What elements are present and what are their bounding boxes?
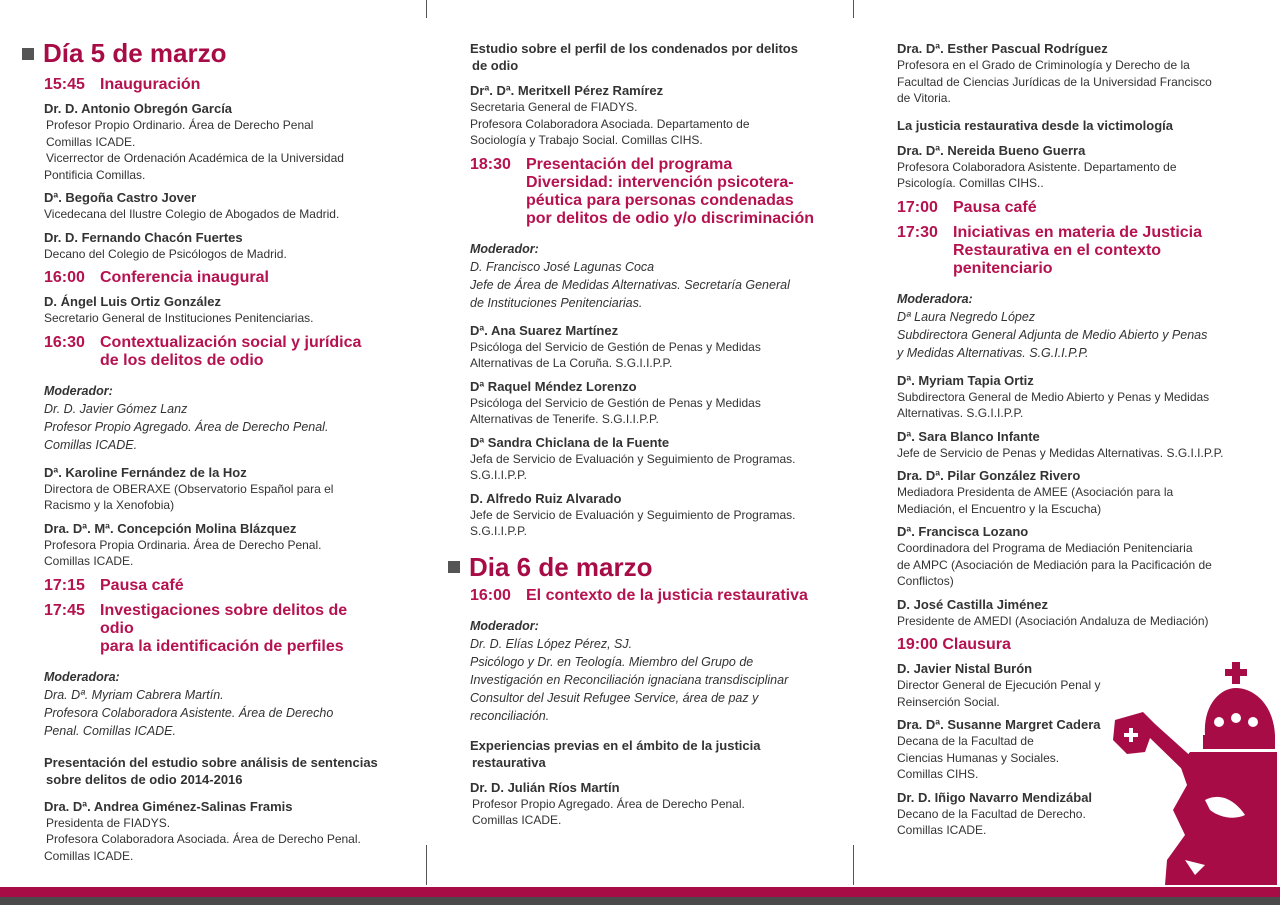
moderator-label: Moderador: bbox=[470, 618, 539, 633]
event-presentacion-programa: 18:30 Presentación del programa Diversidad: intervención psicotera- péutica para personas condenadas por delitos de odio y/o discriminación bbox=[470, 155, 815, 227]
square-bullet-icon bbox=[448, 561, 460, 573]
moderator-label: Moderador: bbox=[470, 241, 539, 256]
speaker-name: D. José Castilla Jiménez bbox=[897, 596, 1049, 612]
session-heading: Experiencias previas en el ámbito de la justicia bbox=[470, 737, 761, 753]
fold-line-bottom-left bbox=[426, 845, 427, 885]
program-column-1: Día 5 de marzo 15:45 Inauguración Dr. D. Antonio Obregón García Profesor Propio Ordinario. Área de Derecho Penal Comillas ICADE. Vicerrector de Ordenación Académica de la Universidad Pontificia Comillas. Dª. Begoña Castro Jover Vicedecana del Ilustre Colegio de Abogados de Madrid. Dr. D. Fernando Chacón Fuertes Decano del Colegio de Psicólogos de Madrid. 16:00 Conferencia inaugural D. Ángel Luis Ortiz González Secretario General de Instituciones Penitenciarias. 16:30 Contextualización social y jurídica de los delitos de odio Moderador: Dr. D. Javier Gómez Lanz Profesor Propio Agregado. Área de Derecho Penal. Comillas ICADE. Dª. Karoline Fernández de la Hoz Directora de OBERAXE (Observatorio Español para el Racismo y la Xenofobia) Dra. Dª. Mª. Concepción Molina Blázquez Profesora Propia Ordinaria. Área de Derecho Penal. Comillas ICADE. 17:15 Pausa café 17:45 Investigaciones sobre delitos de odio para la identificación de perfiles Moderadora: Dra. Dª. Myriam Cabrera Martín. Profesora Colaboradora Asistente. Área de Derecho Penal. Comillas ICADE. Presentación del estudio sobre análisis de sentencias sobre delitos de odio 2014-2016 Dra. Dª. Andrea Giménez-Salinas Framis Presidenta de FIADYS. Profesora Colaboradora Asociada. Área de Derecho Penal. Comillas ICADE. bbox=[44, 38, 384, 864]
event-iniciativas: 17:30 Iniciativas en materia de Justicia Restaurativa en el contexto penitenciario bbox=[897, 223, 1203, 277]
session-heading: Estudio sobre el perfil de los condenados por delitos bbox=[470, 41, 798, 56]
speaker-name: Dª. Francisca Lozano bbox=[897, 524, 1029, 539]
fold-line-top-right bbox=[853, 0, 854, 18]
speaker-name: Dª. Karoline Fernández de la Hoz bbox=[44, 464, 247, 480]
speaker-name: Dra. Dª. Mª. Concepción Molina Blázquez bbox=[44, 520, 297, 536]
moderator-label: Moderadora: bbox=[897, 291, 973, 306]
speaker-name: D. Ángel Luis Ortiz González bbox=[44, 294, 221, 309]
speaker-name: Dª Sandra Chiclana de la Fuente bbox=[470, 434, 670, 450]
event-conferencia: 16:00 Conferencia inaugural bbox=[44, 269, 269, 286]
speaker-name: Dr. D. Iñigo Navarro Mendizábal bbox=[897, 789, 1093, 805]
session-heading: La justicia restaurativa desde la victimología bbox=[897, 117, 1173, 133]
lion-crown-emblem-icon bbox=[1095, 660, 1280, 885]
speaker-name: Dª. Sara Blanco Infante bbox=[897, 428, 1040, 444]
bottom-dark-bar bbox=[0, 897, 1280, 905]
speaker-name: Dª. Ana Suarez Martínez bbox=[470, 322, 619, 338]
speaker-name: D. Alfredo Ruiz Alvarado bbox=[470, 490, 622, 506]
bottom-accent-bar bbox=[0, 887, 1280, 897]
speaker-name: Dª. Begoña Castro Jover bbox=[44, 190, 197, 205]
speaker-name: Dra. Dª. Nereida Bueno Guerra bbox=[897, 142, 1086, 158]
program-column-2: Estudio sobre el perfil de los condenados por delitos de odio Drª. Dª. Meritxell Pérez Ramírez Secretaria General de FIADYS. Profesora Colaboradora Asociada. Departamento de Sociología y Trabajo Social. Comillas CIHS. 18:30 Presentación del programa Diversidad: intervención psicotera- péutica para personas condenadas por delitos de odio y/o discriminación Moderador: D. Francisco José Lagunas Coca Jefe de Área de Medidas Alternativas. Secretaría General de Instituciones Penitenciarias. Dª. Ana Suarez Martínez Psicóloga del Servicio de Gestión de Penas y Medidas Alternativas de La Coruña. S.G.I.I.P.P. Dª Raquel Méndez Lorenzo Psicóloga del Servicio de Gestión de Penas y Medidas Alternativas de Tenerife. S.G.I.I.P.P. Dª Sandra Chiclana de la Fuente Jefa de Servicio de Evaluación y Seguimiento de Programas. S.G.I.I.P.P. D. Alfredo Ruiz Alvarado Jefe de Servicio de Evaluación y Seguimiento de Programas. S.G.I.I.P.P. Dia 6 de marzo 16:00 El contexto de la justicia restaurativa Moderador: Dr. D. Elías López Pérez, SJ. Psicólogo y Dr. en Teología. Miembro del Grupo de Investigación en Reconciliación ignaciana transdisciplinar Consultor del Jesuit Refugee Service, área de paz y reconciliación. Experiencias previas en el ámbito de la justicia restaurativa Dr. D. Julián Ríos Martín Profesor Propio Agregado. Área de Derecho Penal. Comillas ICADE. bbox=[470, 40, 820, 829]
event-clausura: 19:00 Clausura bbox=[897, 636, 1011, 653]
day-heading: Dia 6 de marzo bbox=[448, 552, 820, 583]
speaker-name: Dª Raquel Méndez Lorenzo bbox=[470, 378, 637, 394]
speaker-name: Dr. D. Julián Ríos Martín bbox=[470, 779, 620, 795]
event-pausa-cafe: 17:15 Pausa café bbox=[44, 576, 184, 594]
program-column-3: Dra. Dª. Esther Pascual Rodríguez Profesora en el Grado de Criminología y Derecho de la Facultad de Ciencias Jurídicas de la Universidad Francisco de Vitoria. La justicia restaurativa desde la victimología Dra. Dª. Nereida Bueno Guerra Profesora Colaboradora Asistente. Departamento de Psicología. Comillas CIHS.. 17:00 Pausa café 17:30 Iniciativas en materia de Justicia Restaurativa en el contexto penitenciario Moderadora: Dª Laura Negredo López Subdirectora General Adjunta de Medio Abierto y Penas y Medidas Alternativas. S.G.I.I.P.P. Dª. Myriam Tapia Ortiz Subdirectora General de Medio Abierto y Penas y Medidas Alternativas. S.G.I.I.P.P. Dª. Sara Blanco Infante Jefe de Servicio de Penas y Medidas Alternativas. S.G.I.I.P.P. Dra. Dª. Pilar González Rivero Mediadora Presidenta de AMEE (Asociación para la Mediación, el Encuentro y la Escucha) Dª. Francisca Lozano Coordinadora del Programa de Mediación Penitenciaria de AMPC (Asociación de Mediación para la Pacificación de Conflictos) D. José Castilla Jiménez Presidente de AMEDI (Asociación Andaluza de Mediación) 19:00 Clausura D. Javier Nistal Burón Director General de Ejecución Penal y Reinserción Social. Dra. Dª. Susanne Margret Cadera Decana de la Facultad de Ciencias Humanas y Sociales. Comillas CIHS. Dr. D. Iñigo Navarro Mendizábal Decano de la Facultad de Derecho. Comillas ICADE. bbox=[897, 40, 1242, 839]
event-contextualizacion: 16:30 Contextualización social y jurídica de los delitos de odio bbox=[44, 333, 362, 369]
speaker-name: Dª. Myriam Tapia Ortiz bbox=[897, 372, 1034, 388]
speaker-name: Dra. Dª. Pilar González Rivero bbox=[897, 468, 1081, 483]
speaker-name: Dra. Dª. Esther Pascual Rodríguez bbox=[897, 41, 1108, 56]
day-heading: Día 5 de marzo bbox=[22, 38, 384, 69]
event-contexto-justicia: 16:00 El contexto de la justicia restaurativa bbox=[470, 586, 808, 604]
square-bullet-icon bbox=[22, 48, 34, 60]
speaker-name: Dr. D. Antonio Obregón García bbox=[44, 101, 233, 116]
moderator-label: Moderador: bbox=[44, 383, 113, 398]
speaker-name: Dra. Dª. Andrea Giménez-Salinas Framis bbox=[44, 798, 293, 814]
speaker-name: D. Javier Nistal Burón bbox=[897, 661, 1033, 676]
fold-line-top-left bbox=[426, 0, 427, 18]
event-investigaciones: 17:45 Investigaciones sobre delitos de odio para la identificación de perfiles bbox=[44, 601, 348, 655]
moderator-label: Moderadora: bbox=[44, 669, 120, 684]
event-pausa-cafe: 17:00 Pausa café bbox=[897, 198, 1037, 216]
fold-line-bottom-right bbox=[853, 845, 854, 885]
speaker-name: Dra. Dª. Susanne Margret Cadera bbox=[897, 717, 1101, 732]
session-heading: Presentación del estudio sobre análisis de sentencias bbox=[44, 754, 378, 770]
event-inauguracion: 15:45 Inauguración bbox=[44, 76, 201, 93]
speaker-name: Dr. D. Fernando Chacón Fuertes bbox=[44, 229, 243, 245]
speaker-name: Drª. Dª. Meritxell Pérez Ramírez bbox=[470, 83, 664, 98]
